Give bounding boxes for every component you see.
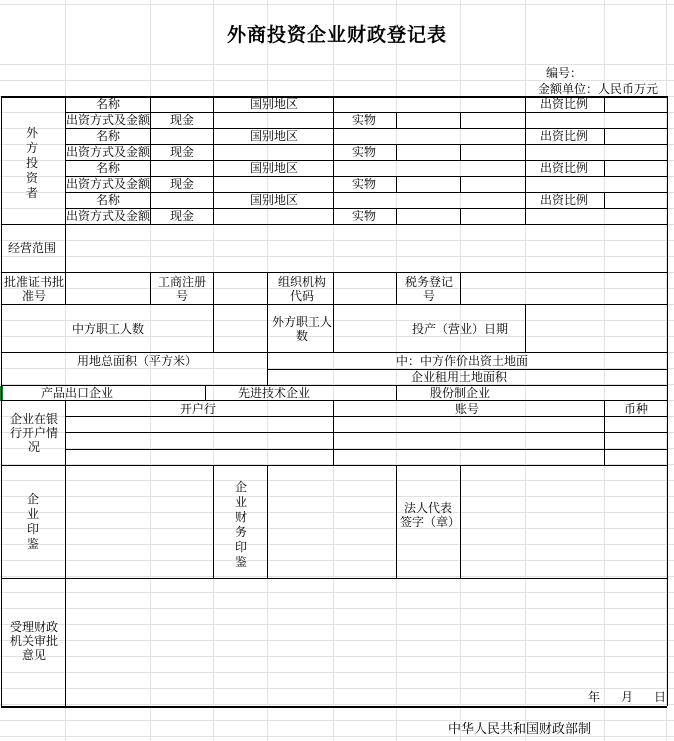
border-line	[150, 112, 151, 128]
land-cn-label: 中：中方作价出资土地面	[396, 354, 529, 368]
date-day: 日	[654, 690, 667, 704]
form-title: 外商投资企业财政登记表	[226, 24, 447, 46]
investor-name-label: 名称	[96, 193, 121, 207]
investor-cash-label: 现金	[170, 177, 195, 191]
border-line	[213, 128, 214, 144]
border-line	[65, 208, 667, 209]
border-line	[65, 96, 66, 224]
unit-label: 金额单位：人民币万元	[538, 82, 659, 96]
gridline	[0, 528, 674, 529]
border-line	[150, 144, 151, 160]
border-line	[65, 128, 667, 129]
border-line	[396, 176, 397, 192]
border-line	[525, 96, 526, 112]
gridline	[0, 4, 674, 5]
border-line	[65, 416, 667, 417]
seal-label: 企业印鉴	[26, 492, 39, 551]
org-code-label: 组织机构代码	[277, 275, 326, 303]
gridline	[0, 720, 674, 721]
border-line	[1, 385, 667, 386]
cn-staff-label: 中方职工人数	[72, 322, 145, 336]
border-line	[460, 112, 461, 128]
investor-country-label: 国别地区	[250, 129, 299, 143]
border-line	[213, 465, 214, 578]
investor-method-label: 出资方式及金额	[66, 209, 151, 223]
border-line	[333, 96, 334, 112]
tax-label: 税务登记号	[404, 275, 453, 303]
investor-kind-label: 实物	[352, 209, 377, 223]
share-label: 股份制企业	[430, 386, 491, 400]
gridline	[0, 256, 674, 257]
border-line	[65, 449, 667, 450]
border-line	[604, 192, 605, 208]
border-line	[1, 578, 667, 579]
footer: 中华人民共和国财政部制	[448, 722, 592, 737]
border-line	[333, 272, 334, 304]
border-line	[65, 224, 66, 272]
border-line	[1, 465, 667, 466]
bank-section-label: 企业在银行开户情况	[9, 412, 58, 454]
border-line	[65, 112, 667, 113]
border-line	[150, 176, 151, 192]
gridline	[0, 688, 674, 689]
gridline	[0, 576, 674, 577]
border-line	[65, 578, 66, 706]
investor-kind-label: 实物	[352, 145, 377, 159]
gridline	[0, 640, 674, 641]
border-line	[65, 160, 667, 161]
investor-cash-label: 现金	[170, 209, 195, 223]
tech-label: 先进技术企业	[238, 386, 311, 400]
border-line	[525, 160, 526, 176]
investor-section-label: 外方投资者	[25, 126, 38, 200]
border-line	[205, 385, 206, 400]
border-line	[267, 272, 268, 304]
border-line	[267, 369, 667, 370]
border-line	[525, 128, 526, 144]
border-line	[267, 304, 268, 352]
border-line	[396, 144, 397, 160]
border-line	[396, 385, 397, 400]
investor-kind-label: 实物	[352, 113, 377, 127]
currency-header: 币种	[624, 402, 649, 416]
border-line	[396, 272, 397, 304]
gridline	[0, 496, 674, 497]
finance-seal-label: 企业财务印鉴	[234, 480, 247, 569]
gridline	[0, 608, 674, 609]
border-line	[1, 272, 667, 273]
border-line	[65, 272, 66, 304]
border-line	[604, 160, 605, 176]
border-line	[150, 208, 151, 224]
border-line	[604, 96, 605, 112]
border-line	[396, 112, 397, 128]
land-area-label: 用地总面积（平方米）	[77, 354, 198, 368]
border-line	[333, 192, 334, 208]
gridline	[0, 544, 674, 545]
border-line	[1, 400, 667, 401]
border-line	[213, 272, 214, 304]
investor-method-label: 出资方式及金额	[66, 145, 151, 159]
border-line	[525, 112, 526, 128]
gridline	[0, 240, 674, 241]
border-line	[150, 192, 151, 208]
border-line	[333, 176, 334, 192]
border-line	[65, 465, 66, 578]
investor-name-label: 名称	[96, 97, 121, 111]
number-label: 编号：	[546, 66, 583, 80]
gridline	[0, 704, 674, 705]
gridline	[0, 480, 674, 481]
investor-ratio-label: 出资比例	[540, 161, 589, 175]
bank-header: 开户行	[180, 402, 217, 416]
border-line	[1, 224, 667, 225]
investor-kind-label: 实物	[352, 177, 377, 191]
border-line	[213, 112, 214, 128]
border-line	[1, 96, 2, 706]
investor-cash-label: 现金	[170, 145, 195, 159]
border-line	[213, 160, 214, 176]
investor-country-label: 国别地区	[250, 97, 299, 111]
border-line	[1, 352, 667, 353]
gridline	[0, 512, 674, 513]
border-line	[150, 160, 151, 176]
border-line	[150, 96, 151, 112]
date-year: 年	[588, 690, 601, 704]
border-line	[1, 304, 667, 305]
border-line	[213, 192, 214, 208]
land-rent-label: 企业租用土地面积	[411, 370, 508, 384]
investor-ratio-label: 出资比例	[540, 97, 589, 111]
border-line	[396, 208, 397, 224]
legal-rep-label: 法人代表签字（章）	[400, 501, 461, 529]
border-line	[333, 128, 334, 144]
date-month: 月	[621, 690, 634, 704]
border-line	[150, 128, 151, 144]
gridline	[0, 320, 674, 321]
border-line	[396, 465, 397, 578]
border-line	[525, 208, 526, 224]
border-line	[213, 96, 214, 112]
border-line	[333, 208, 334, 224]
border-line	[213, 304, 214, 352]
border-line	[667, 96, 668, 706]
border-line	[525, 304, 526, 352]
border-line	[1, 706, 667, 708]
border-line	[213, 208, 214, 224]
border-line	[460, 208, 461, 224]
approval-label: 批准证书批准号	[4, 275, 65, 303]
business-scope-label: 经营范围	[8, 241, 57, 255]
border-line	[460, 144, 461, 160]
foreign-staff-label: 外方职工人数	[272, 315, 333, 343]
gridline	[0, 592, 674, 593]
border-line	[604, 128, 605, 144]
gridline	[0, 560, 674, 561]
border-line	[65, 144, 667, 145]
investor-ratio-label: 出资比例	[540, 129, 589, 143]
account-header: 账号	[455, 402, 480, 416]
gridline	[0, 624, 674, 625]
export-label: 产品出口企业	[41, 386, 114, 400]
border-line	[65, 192, 667, 193]
investor-method-label: 出资方式及金额	[66, 113, 151, 127]
investor-ratio-label: 出资比例	[540, 193, 589, 207]
gridline	[0, 656, 674, 657]
border-line	[333, 160, 334, 176]
border-line	[213, 176, 214, 192]
border-line	[460, 176, 461, 192]
border-line	[267, 465, 268, 578]
review-label: 受理财政机关审批意见	[9, 620, 58, 662]
border-line	[525, 176, 526, 192]
investor-country-label: 国别地区	[250, 193, 299, 207]
gridline	[0, 672, 674, 673]
gridline	[0, 64, 674, 65]
registration-label: 工商注册号	[157, 275, 206, 303]
border-line	[333, 304, 334, 352]
gridline	[0, 288, 674, 289]
investor-country-label: 国别地区	[250, 161, 299, 175]
border-line	[333, 144, 334, 160]
border-line	[460, 465, 461, 578]
border-line	[333, 112, 334, 128]
investor-cash-label: 现金	[170, 113, 195, 127]
border-line	[150, 272, 151, 304]
investor-name-label: 名称	[96, 161, 121, 175]
border-line	[460, 272, 461, 304]
border-line	[525, 192, 526, 208]
border-line	[525, 144, 526, 160]
investor-method-label: 出资方式及金额	[66, 177, 151, 191]
investor-name-label: 名称	[96, 129, 121, 143]
start-date-label: 投产（营业）日期	[412, 322, 509, 336]
border-line	[213, 144, 214, 160]
border-line	[65, 432, 667, 433]
border-line	[65, 176, 667, 177]
border-line	[1, 96, 667, 98]
